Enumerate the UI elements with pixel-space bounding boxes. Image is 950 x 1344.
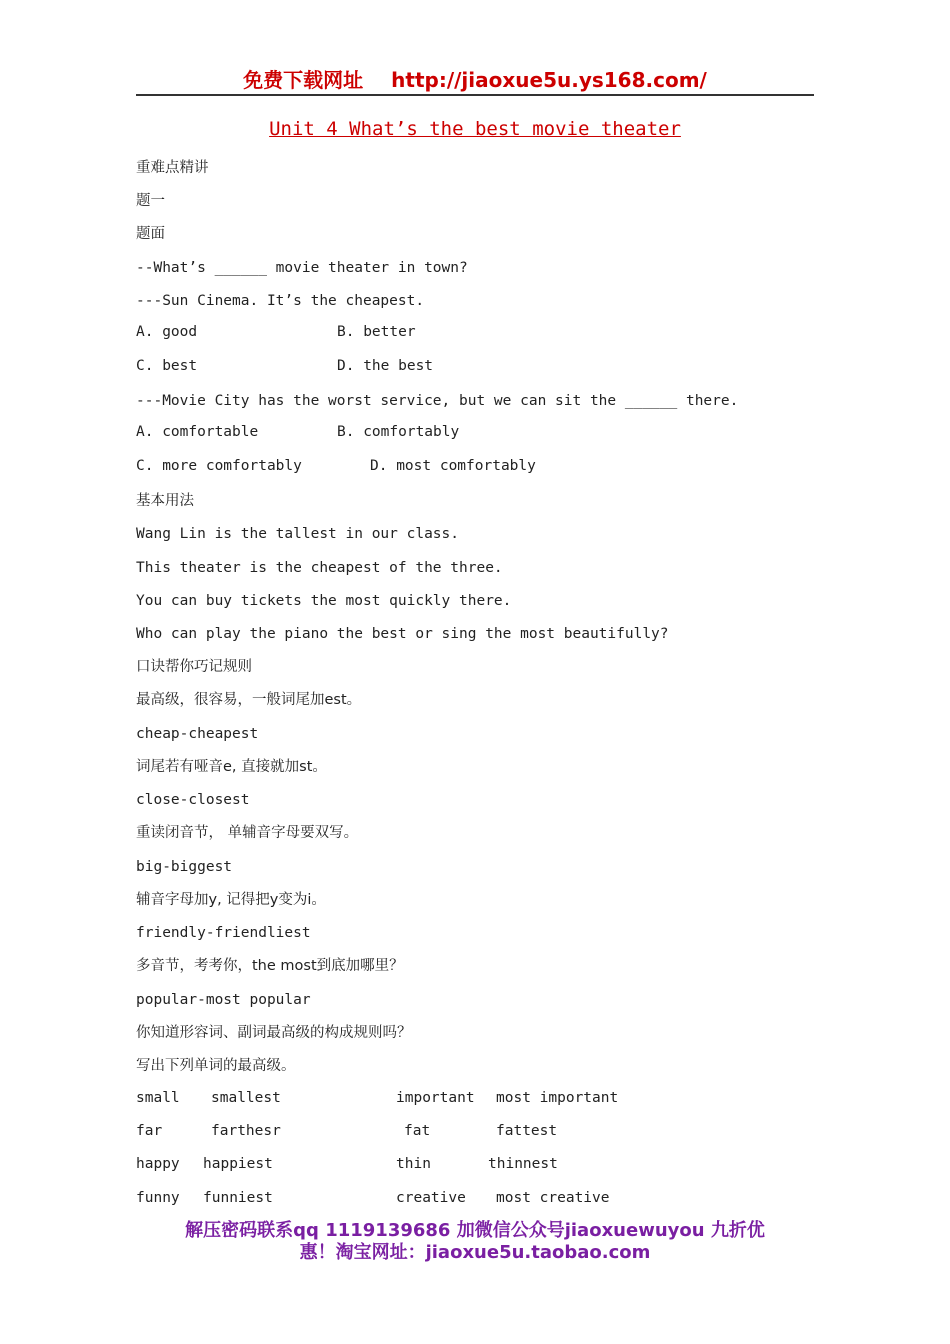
word-cell: far: [136, 1123, 163, 1139]
option-c: C. more comfortably: [136, 458, 302, 474]
word-cell: creative: [396, 1190, 466, 1206]
header-label: 免费下载网址: [243, 68, 364, 92]
word-cell: happiest: [203, 1156, 273, 1172]
rule-line: 最高级，很容易，一般词尾加est。: [136, 692, 362, 708]
topic-label: 题一: [136, 193, 165, 209]
rule-example: popular-most popular: [136, 992, 311, 1008]
word-cell: funniest: [203, 1190, 273, 1206]
option-b: B. comfortably: [337, 424, 460, 440]
rule-line: 多音节，考考你，the most到底加哪里？: [136, 958, 404, 974]
word-cell: smallest: [211, 1090, 281, 1106]
question-2-line: ---Movie City has the worst service, but we can sit the ______ there.: [136, 393, 739, 409]
word-cell: thinnest: [488, 1156, 558, 1172]
rule-example: friendly-friendliest: [136, 925, 311, 941]
option-d: D. the best: [337, 358, 434, 374]
option-c: C. best: [136, 358, 198, 374]
question-1-line-1: --What’s ______ movie theater in town?: [136, 260, 468, 276]
word-cell: farthesr: [211, 1123, 281, 1139]
word-cell: small: [136, 1090, 180, 1106]
option-a: A. comfortable: [136, 424, 259, 440]
word-cell: most creative: [496, 1190, 610, 1206]
word-cell: happy: [136, 1156, 180, 1172]
rule-example: close-closest: [136, 792, 250, 808]
page-header: [136, 64, 814, 96]
rule-example: cheap-cheapest: [136, 726, 259, 742]
footer-line-1: 解压密码联系qq 1119139686 加微信公众号jiaoxuewuyou 九折优: [185, 1220, 765, 1241]
word-cell: important: [396, 1090, 475, 1106]
word-cell: thin: [396, 1156, 431, 1172]
usage-heading: 基本用法: [136, 493, 194, 509]
option-b: B. better: [337, 324, 416, 340]
usage-example: You can buy tickets the most quickly there.: [136, 593, 512, 609]
word-cell: fattest: [496, 1123, 558, 1139]
question-1-line-2: ---Sun Cinema. It’s the cheapest.: [136, 293, 425, 309]
rule-question: 你知道形容词、副词最高级的构成规则吗？: [136, 1025, 412, 1041]
rule-line: 词尾若有哑音e, 直接就加st。: [136, 759, 327, 775]
option-a: A. good: [136, 324, 198, 340]
word-cell: most important: [496, 1090, 619, 1106]
exercise-instruction: 写出下列单词的最高级。: [136, 1058, 296, 1074]
rule-line: 辅音字母加y, 记得把y变为i。: [136, 892, 326, 908]
topic-face-label: 题面: [136, 226, 165, 242]
footer-line-2: 惠！淘宝网址：jiaoxue5u.taobao.com: [299, 1242, 651, 1263]
rule-example: big-biggest: [136, 859, 233, 875]
page-title: Unit 4 What’s the best movie theater: [269, 118, 681, 140]
rhyme-heading: 口诀帮你巧记规则: [136, 659, 252, 675]
rule-line: 重读闭音节， 单辅音字母要双写。: [136, 825, 359, 841]
usage-example: Who can play the piano the best or sing the most beautifully?: [136, 626, 669, 642]
option-d: D. most comfortably: [370, 458, 536, 474]
section-heading: 重难点精讲: [136, 160, 209, 176]
usage-example: This theater is the cheapest of the three.: [136, 560, 503, 576]
word-cell: fat: [404, 1123, 431, 1139]
usage-example: Wang Lin is the tallest in our class.: [136, 526, 460, 542]
word-cell: funny: [136, 1190, 180, 1206]
header-url-link[interactable]: http://jiaoxue5u.ys168.com/: [391, 68, 707, 92]
